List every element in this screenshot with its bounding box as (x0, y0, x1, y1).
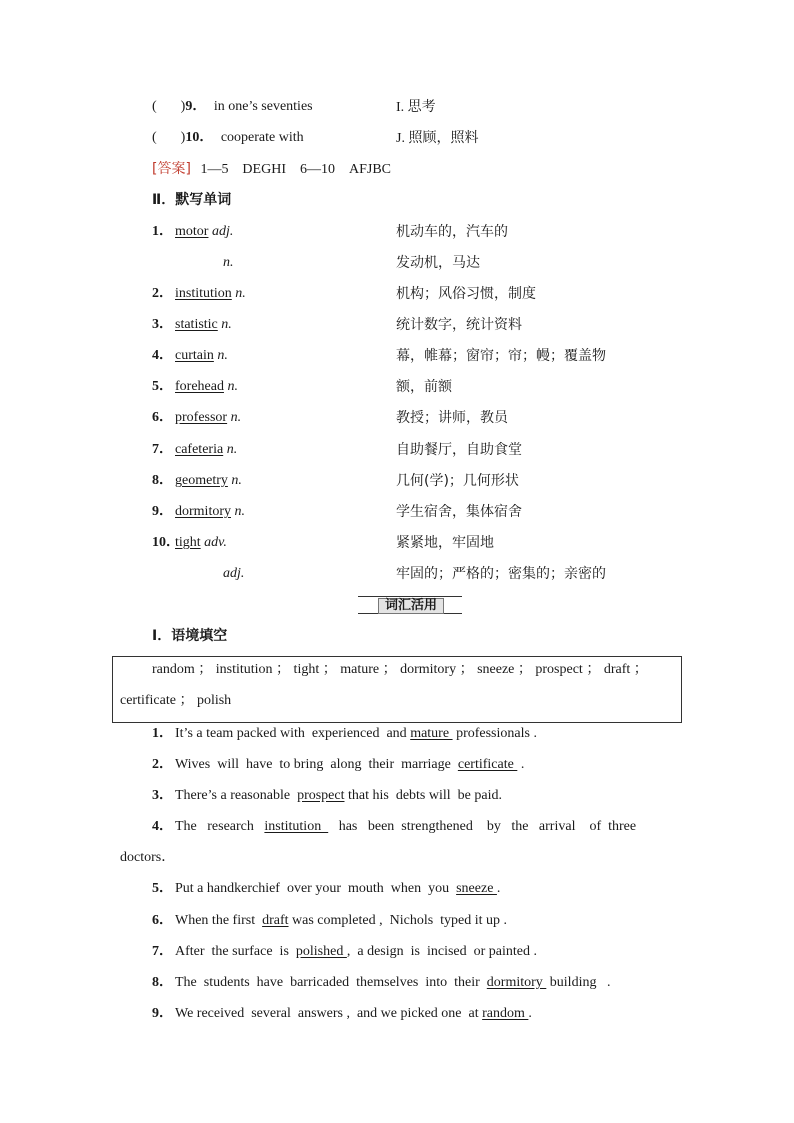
sentence-number: 4． (152, 819, 173, 834)
answer-line (152, 160, 391, 179)
match-option-I (396, 98, 436, 117)
sentence-row (152, 725, 537, 743)
dictation-row (152, 316, 232, 334)
sentence-row (152, 974, 610, 992)
dictation-row (152, 409, 241, 427)
dictation-meaning: 紧紧地，牢固地 (396, 535, 494, 551)
dictation-pos: n. (235, 286, 246, 301)
dictation-pos: adj. (223, 566, 245, 581)
sentence-number: 3． (152, 788, 173, 803)
dictation-meaning: 牢固的；严格的；密集的；亲密的 (396, 566, 606, 582)
answer-label: [答案] (152, 161, 191, 177)
sentence-answer: draft (262, 913, 289, 928)
dictation-row (152, 565, 244, 583)
item-number: 9． (185, 99, 207, 114)
dictation-meaning: 机构；风俗习惯，制度 (396, 286, 536, 302)
dictation-pos: n. (221, 317, 232, 332)
dictation-meaning: 自助餐厅，自助食堂 (396, 442, 522, 458)
sentence-row (152, 912, 507, 930)
open-paren: ( (152, 99, 157, 114)
sentence-answer: mature (410, 726, 453, 741)
dictation-meaning: 发动机，马达 (396, 255, 480, 271)
dictation-number: 10． (152, 535, 180, 550)
dictation-word: professor (175, 410, 228, 425)
sentence-row (152, 1005, 532, 1023)
option-meaning: 照顾，照料 (408, 130, 479, 146)
sentence-answer: sneeze (456, 881, 497, 896)
sentence-text-after: . (517, 757, 525, 772)
sentence-text-before: Wives will have to bring along their marriage (175, 757, 458, 772)
dictation-meaning: 几何(学)；几何形状 (396, 473, 519, 489)
dictation-meaning: 统计数字，统计资料 (396, 317, 522, 333)
dictation-word: institution (175, 286, 232, 301)
sentence-text-after: building . (546, 975, 611, 990)
dictation-pos: adv. (204, 535, 227, 550)
sentence-text-before: The research (175, 819, 265, 834)
sentence-answer: institution (264, 819, 329, 834)
dictation-pos: n. (234, 504, 245, 519)
dictation-number: 8． (152, 473, 173, 488)
word-bank-line-1: random ； institution ； tight ； mature ； dormitory ； sneeze ； prospect ； draft ； (152, 662, 648, 677)
fill-heading: Ⅰ．语境填空 (152, 628, 228, 644)
sentence-text-after: . (496, 881, 501, 896)
sentence-row (152, 818, 636, 836)
dictation-row (152, 254, 234, 272)
sentence-number: 8． (152, 975, 173, 990)
section-title: 词汇活用 (378, 598, 444, 614)
phrase: cooperate with (220, 130, 304, 145)
dictation-number: 2． (152, 286, 173, 301)
sentence-text-after: , a design is incised or painted . (346, 944, 537, 959)
sentence-row (152, 756, 524, 774)
match-row-9 (152, 98, 313, 116)
sentence-text-after: was completed , Nichols typed it up . (288, 913, 508, 928)
sentence-text-after: that his debts will be paid. (344, 788, 502, 803)
dictation-meaning: 幕，帷幕；窗帘；帘；幔；覆盖物 (396, 348, 606, 364)
match-row-10 (152, 129, 304, 147)
dictation-meaning: 机动车的，汽车的 (396, 224, 508, 240)
dictation-word: dormitory (175, 504, 231, 519)
sentence-row (152, 880, 500, 898)
sentence-text-after: has been strengthened by the arrival of three (328, 819, 637, 834)
open-paren: ( (152, 130, 157, 145)
dictation-row (152, 223, 233, 241)
dictation-number: 5． (152, 379, 173, 394)
dictation-pos: n. (226, 442, 238, 457)
match-option-J (396, 129, 478, 148)
sentence-answer: certificate (457, 757, 518, 772)
dictation-meaning: 额，前额 (396, 379, 452, 395)
dictation-word: cafeteria (175, 442, 224, 457)
sentence-answer: polished (295, 944, 347, 959)
sentence-answer: random (482, 1006, 529, 1021)
dictation-pos: n. (223, 255, 234, 270)
sentence-text-after: . (528, 1006, 532, 1021)
sentence-text-after: professionals . (452, 726, 537, 741)
word-bank-line-2: certificate ； polish (120, 693, 232, 708)
sentence-number: 1． (152, 726, 173, 741)
option-letter: J. (396, 131, 409, 146)
dictation-word: statistic (175, 317, 218, 332)
dictation-word: tight (175, 535, 201, 550)
dictation-meaning: 学生宿舍，集体宿舍 (396, 504, 522, 520)
sentence-text-before: The students have barricaded themselves into their (175, 975, 487, 990)
sentence-row (120, 849, 175, 867)
dictation-word: curtain (175, 348, 214, 363)
dictation-pos: n. (227, 379, 238, 394)
phrase: in one’s seventies (213, 99, 313, 114)
sentence-answer: prospect (297, 788, 345, 803)
dictation-number: 3． (152, 317, 173, 332)
sentence-number: 5． (152, 881, 173, 896)
dictation-row (152, 472, 242, 490)
section-banner (358, 596, 462, 614)
sentence-text-before: doctors． (120, 850, 176, 865)
dictation-row (152, 378, 238, 396)
sentence-text-before: After the surface is (175, 944, 296, 959)
dictation-row (152, 503, 245, 521)
dictation-pos: n. (231, 473, 242, 488)
dictation-word: motor (175, 224, 209, 239)
sentence-text-before: There’s a reasonable (175, 788, 298, 803)
sentence-number: 9． (152, 1006, 173, 1021)
dictation-number: 1． (152, 224, 173, 239)
dictation-heading: Ⅱ．默写单词 (152, 192, 232, 208)
dictation-row (152, 441, 237, 459)
dictation-number: 9． (152, 504, 173, 519)
sentence-text-before: We received several answers , and we picked one at (175, 1006, 483, 1021)
dictation-pos: adj. (211, 224, 234, 239)
sentence-row (152, 787, 502, 805)
dictation-word: geometry (175, 473, 228, 488)
sentence-row (152, 943, 537, 961)
dictation-number: 6． (152, 410, 173, 425)
sentence-text-before: When the first (175, 913, 263, 928)
sentence-text-before: It’s a team packed with experienced and (175, 726, 411, 741)
sentence-number: 6． (152, 913, 173, 928)
close-paren: ) (180, 99, 186, 114)
dictation-row (152, 285, 246, 303)
dictation-word: forehead (175, 379, 224, 394)
option-letter: I. (396, 100, 408, 115)
dictation-row (152, 534, 227, 552)
close-paren: ) (180, 130, 186, 145)
sentence-number: 7． (152, 944, 173, 959)
dictation-number: 7． (152, 442, 173, 457)
dictation-row (152, 347, 228, 365)
dictation-pos: n. (230, 410, 242, 425)
dictation-meaning: 教授；讲师，教员 (396, 410, 508, 426)
dictation-number: 4． (152, 348, 173, 363)
item-number: 10． (185, 130, 214, 145)
sentence-answer: dormitory (486, 975, 547, 990)
option-meaning: 思考 (407, 99, 436, 115)
answer-text: 1—5 DEGHI 6—10 AFJBC (200, 162, 392, 177)
dictation-pos: n. (217, 348, 228, 363)
sentence-text-before: Put a handkerchief over your mouth when you (175, 881, 457, 896)
sentence-number: 2． (152, 757, 173, 772)
